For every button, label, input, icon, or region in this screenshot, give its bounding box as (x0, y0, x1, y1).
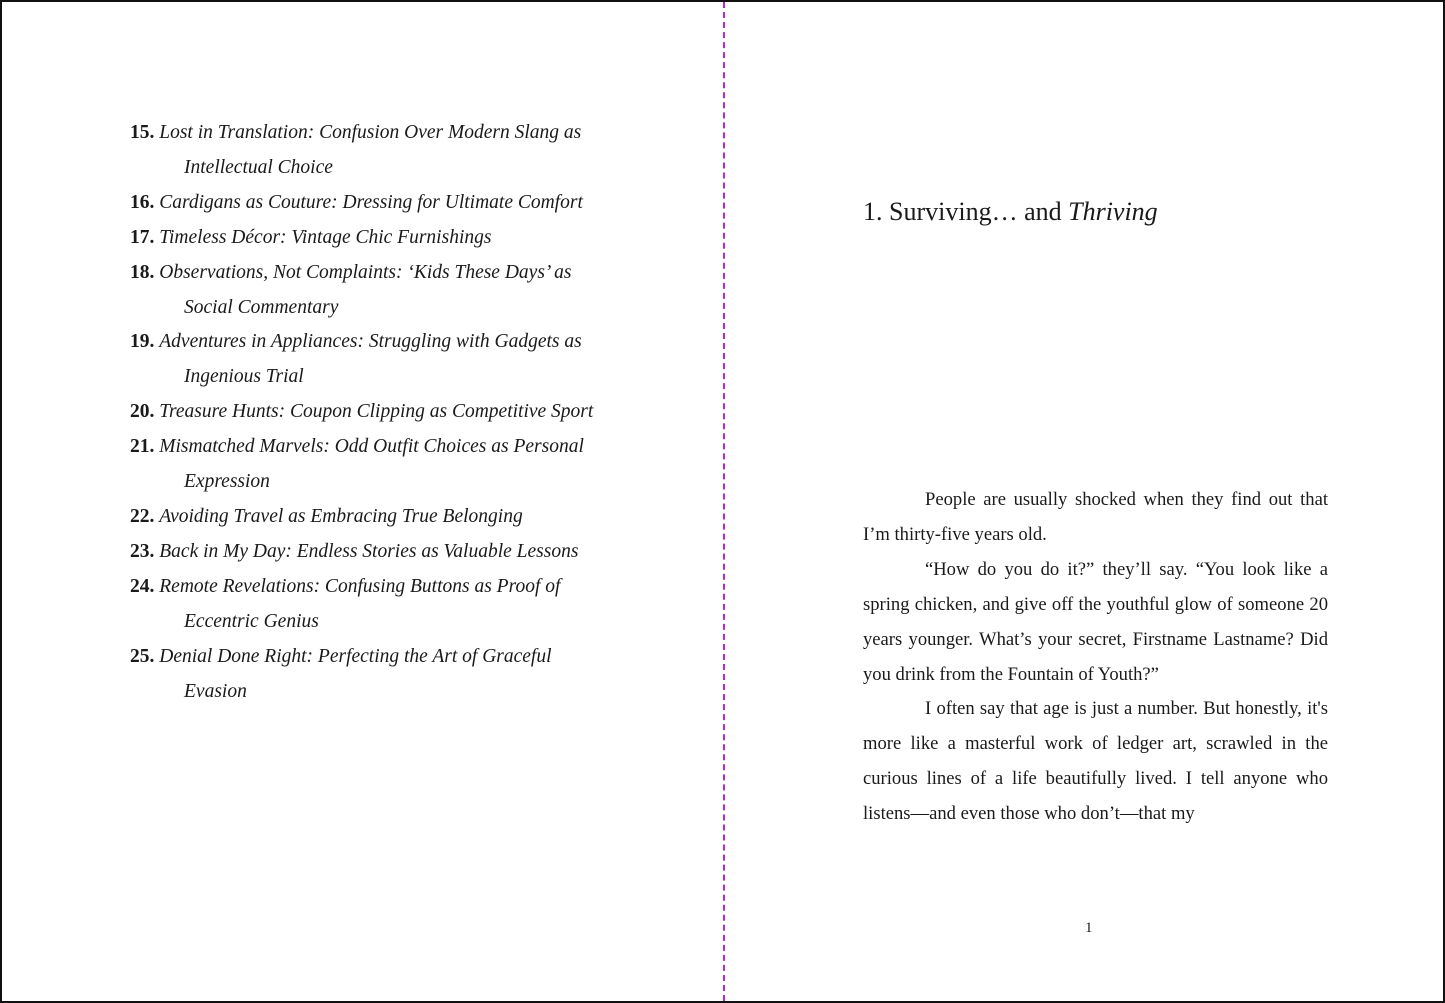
body-paragraph: I often say that age is just a number. But honestly, it's more like a masterful work of ledger art, scrawled in the curious lines of a life beautifully lived. I tell anyone who listens—and even those who don’t—that my (863, 698, 1328, 825)
toc-entry-title: Timeless Décor: Vintage Chic Furnishings (159, 226, 492, 248)
toc-entry-title: Adventures in Appliances: Struggling with Gadgets as Ingenious Trial (159, 331, 582, 388)
toc-entry-number: 23. (130, 540, 155, 562)
toc-entry-title: Mismatched Marvels: Odd Outfit Choices as Personal Expression (159, 436, 584, 493)
toc-entry (130, 186, 600, 221)
toc-entry-title: Remote Revelations: Confusing Buttons as Proof of Eccentric Genius (159, 575, 561, 632)
toc-entry (130, 116, 600, 186)
toc-entry-number: 22. (130, 505, 155, 527)
toc-entry (130, 325, 600, 395)
chapter-heading-emphasis: Thriving (1068, 197, 1158, 226)
toc-entry-title: Avoiding Travel as Embracing True Belonging (159, 505, 523, 527)
toc-entry-title: Observations, Not Complaints: ‘Kids These Days’ as Social Commentary (159, 261, 572, 318)
toc-entry (130, 430, 600, 500)
toc-entry-title: Denial Done Right: Perfecting the Art of Graceful Evasion (159, 645, 552, 702)
chapter-heading-text: 1. Surviving… and (863, 197, 1069, 226)
toc-entry-number: 24. (130, 575, 155, 597)
toc-entry-number: 19. (130, 331, 155, 353)
body-paragraph: “How do you do it?” they’ll say. “You look like a spring chicken, and give off the youthful glow of someone 20 years younger. What’s your secret, Firstname Lastname? Did you drink from the Fountain of Youth?” (863, 558, 1328, 685)
toc-entry (130, 570, 600, 640)
toc-entry-number: 16. (130, 191, 155, 213)
toc-entry-number: 21. (130, 436, 155, 458)
toc-entry (130, 395, 600, 430)
right-page (725, 2, 1443, 1001)
toc-entry-title: Lost in Translation: Confusion Over Modern Slang as Intellectual Choice (159, 122, 582, 178)
table-of-contents (130, 116, 600, 709)
toc-entry-title: Cardigans as Couture: Dressing for Ultimate Comfort (159, 191, 583, 213)
toc-entry-number: 15. (130, 122, 155, 143)
toc-entry-number: 25. (130, 645, 155, 667)
toc-entry-title: Treasure Hunts: Coupon Clipping as Competitive Sport (159, 401, 594, 423)
toc-entry (130, 640, 600, 710)
toc-entry-number: 17. (130, 226, 155, 248)
left-page (2, 2, 723, 1001)
toc-entry (130, 221, 600, 256)
toc-entry-number: 18. (130, 261, 155, 283)
page-number: 1 (1085, 920, 1093, 936)
toc-entry (130, 535, 600, 570)
toc-entry-number: 20. (130, 401, 155, 423)
toc-entry (130, 256, 600, 326)
body-paragraph: People are usually shocked when they find out that I’m thirty-five years old. (863, 489, 1328, 545)
toc-entry (130, 500, 600, 535)
chapter-heading (863, 192, 1158, 232)
toc-entry-title: Back in My Day: Endless Stories as Valuable Lessons (159, 540, 579, 562)
chapter-body (863, 483, 1328, 832)
